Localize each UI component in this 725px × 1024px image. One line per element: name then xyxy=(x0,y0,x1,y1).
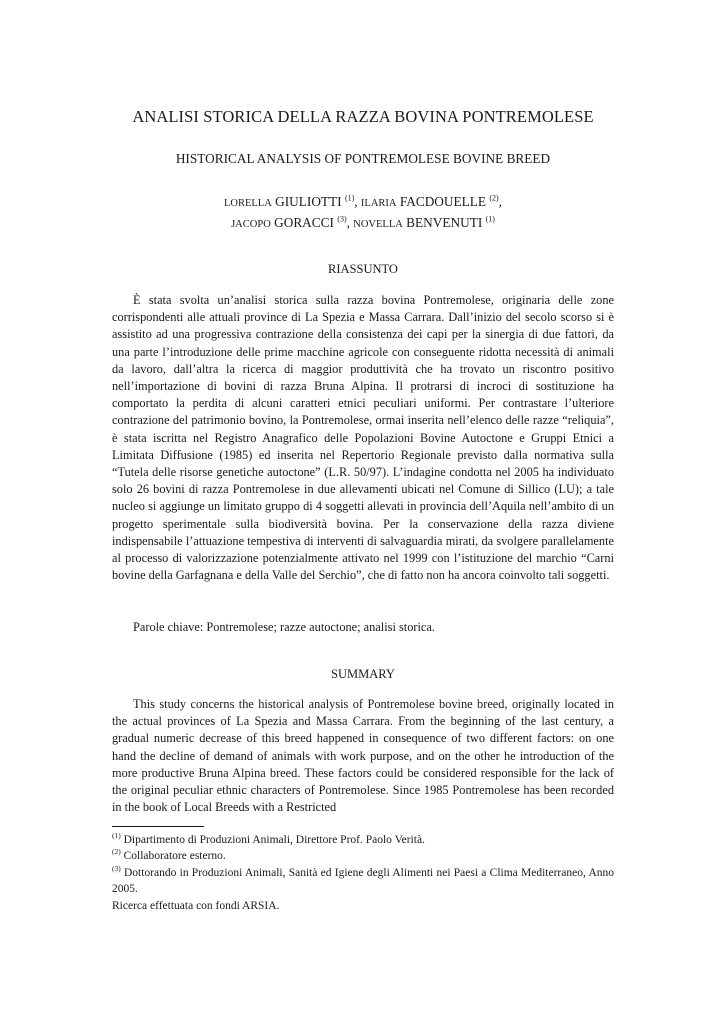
affiliation-mark: (1) xyxy=(485,214,495,224)
author-last-name: GORACCI xyxy=(274,215,334,230)
footnote-mark: (1) xyxy=(112,831,121,841)
author-1 xyxy=(224,194,354,209)
footnote-mark: (3) xyxy=(112,863,121,873)
footnote-mark: (2) xyxy=(112,847,121,857)
author-first-name: JACOPO xyxy=(231,219,271,230)
author-first-name: ILARIA xyxy=(360,198,397,209)
author-separator: , xyxy=(346,215,354,230)
author-first-name: NOVELLA xyxy=(353,219,403,230)
footnote-1 xyxy=(112,832,614,848)
author-3 xyxy=(231,215,347,230)
author-separator: , xyxy=(498,194,502,209)
author-last-name: FACDOUELLE xyxy=(399,194,487,209)
summary-heading: SUMMARY xyxy=(331,667,395,681)
summary-text: This study concerns the historical analysis of Pontremolese bovine breed, originally located in the actual provinces of La Spezia and Massa Carrara. From the beginning of the last century, a gradual numeric decrease of this breed happened in consequence of two different factors: on one hand the decline of demand of animals with work purpose, and on the other he introduction of the more productive Bruna Alpina breed. These factors could be considered responsible for the lack of the original peculiar ethnic characters of Pontremolese. Since 1985 Pontremolese has been recorded in the book of Local Breeds with a Restricted xyxy=(112,697,614,815)
paper-title: ANALISI STORICA DELLA RAZZA BOVINA PONTREMOLESE xyxy=(132,107,594,126)
author-last-name: BENVENUTI xyxy=(406,215,483,230)
footnote-2 xyxy=(112,848,614,864)
footnotes xyxy=(112,832,614,914)
affiliation-mark: (1) xyxy=(344,193,355,203)
riassunto-heading: RIASSUNTO xyxy=(328,262,398,276)
footnote-3 xyxy=(112,865,614,898)
footnote-text: Dipartimento di Produzioni Animali, Direttore Prof. Paolo Verità. xyxy=(120,834,425,846)
author-line-1 xyxy=(112,192,614,213)
affiliation-mark: (3) xyxy=(337,214,347,224)
footnote-text: Collaboratore esterno. xyxy=(120,850,226,863)
author-4 xyxy=(353,215,495,230)
footnote-separator xyxy=(112,826,204,827)
funding-note xyxy=(112,898,614,914)
author-line-2 xyxy=(112,213,614,234)
affiliation-mark: (2) xyxy=(489,193,499,203)
author-2 xyxy=(361,194,499,209)
author-list xyxy=(112,192,614,234)
author-last-name: GIULIOTTI xyxy=(275,194,342,209)
footnote-text: Dottorando in Produzioni Animali, Sanità ed Igiene degli Alimenti nei Paesi a Clima Mediterraneo, Anno 2005. xyxy=(112,866,614,896)
riassunto-text: È stata svolta un’analisi storica sulla razza bovina Pontremolese, originaria delle zone corrispondenti alle attuali province di La Spezia e Massa Carrara. Dall’inizio del secolo scorso si è assistito ad una progressiva contrazione della consistenza dei capi per la sinergia di due fattori, da una parte l’introduzione delle prime macchine agricole con conseguente ridotta necessità di animali da lavoro, dall’altra la ricerca di maggior produttività che ha trovato un riscontro positivo nell’importazione di bovini di razza Bruna Alpina. Il protrarsi di incroci di sostituzione ha comportato la perdita di alcuni caratteri etnici peculiari uniformi. Per contrastare l’ulteriore contrazione del patrimonio bovino, la Pontremolese, ormai inserita nell’elenco delle razze “reliquia”, è stata iscritta nel Registro Anagrafico delle Popolazioni Bovine Autoctone e Gruppi Etnici a Limitata Diffusione (1985) ed inserita nel Repertorio Regionale previsto dalla normativa sulla “Tutela delle risorse genetiche autoctone” (L.R. 50/97). L’indagine condotta nel 2005 ha individuato solo 26 bovini di razza Pontremolese in due allevamenti ubicati nel Comune di Sillico (LU); a tale nucleo si aggiunge un limitato gruppo di 4 soggetti allevati in provincia dell’Aquila nell’ambito di un progetto sperimentale sulla biodiversità bovina. Per la conservazione della razza diviene indispensabile l’attuazione tempestiva di interventi di salvaguardia mirati, da svolgere parallelamente al processo di valorizzazione potenzialmente attivato nel 1999 con l’istituzione del marchio “Carni bovine della Garfagnana e della Valle del Serchio”, che di fatto non ha ancora coinvolto tali soggetti. xyxy=(112,293,614,583)
keywords: Parole chiave: Pontremolese; razze autoctone; analisi storica. xyxy=(133,620,435,634)
paper-subtitle: HISTORICAL ANALYSIS OF PONTREMOLESE BOVINE BREED xyxy=(175,151,551,166)
footnote-text: Ricerca effettuata con fondi ARSIA. xyxy=(112,899,280,912)
author-separator: , xyxy=(354,194,361,209)
author-first-name: LORELLA xyxy=(223,198,272,209)
